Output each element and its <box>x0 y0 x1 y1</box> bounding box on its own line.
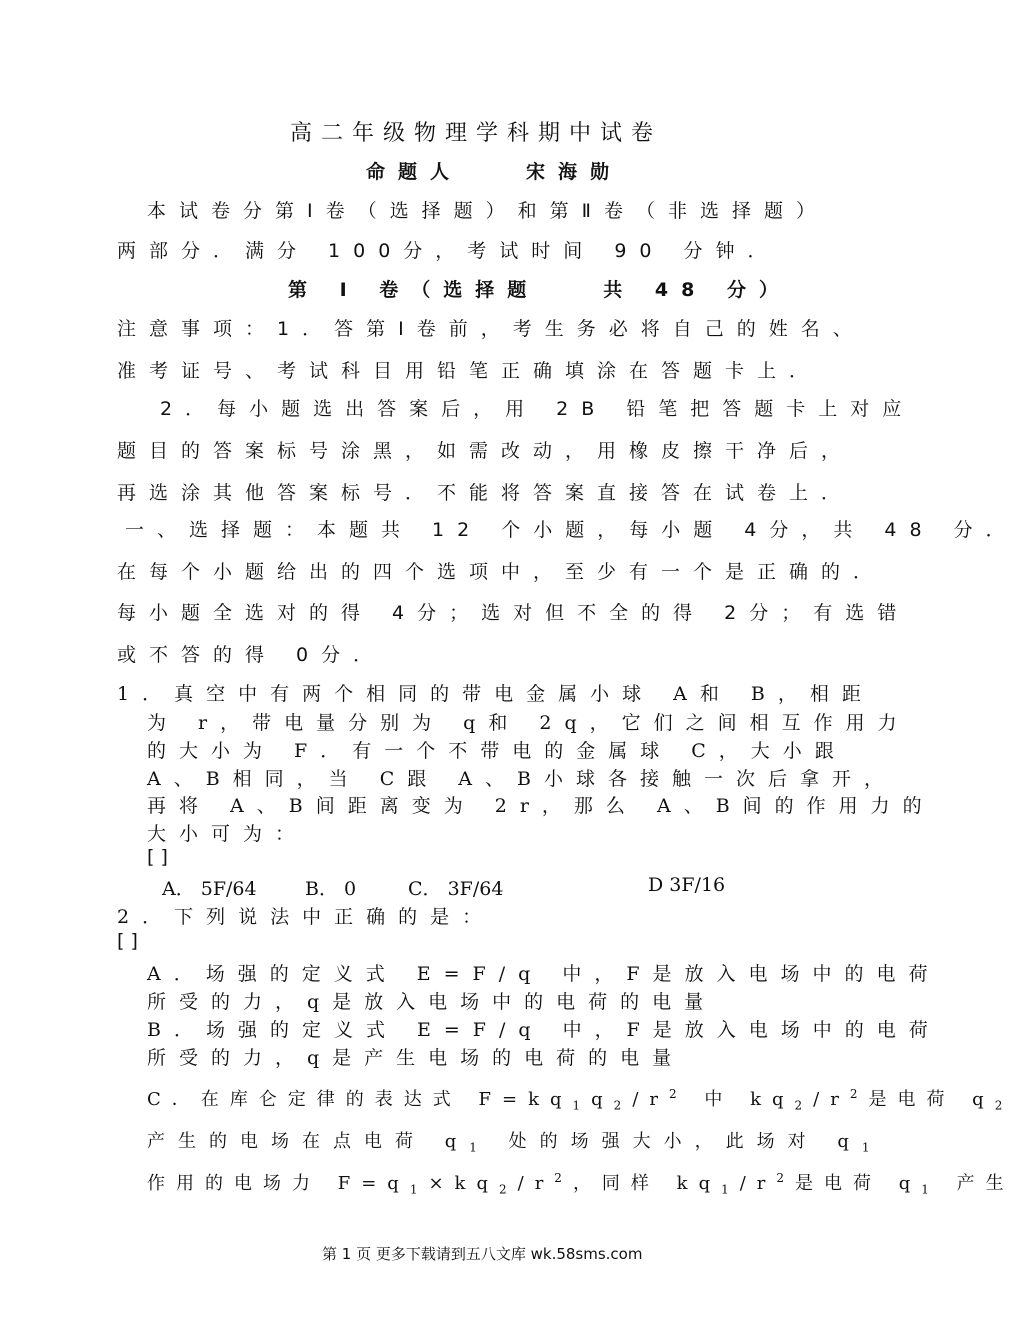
q1-option-d: D 3F/16 <box>648 874 726 896</box>
q2-line-b1: B．场强的定义式 E=F/q 中，F是放入电场中的电荷 <box>147 1019 941 1041</box>
q2-line-c1: C．在库仑定律的表达式 $F=kq_1q_2/r^2$ 中 $kq_2/r^2$是电荷 $q_2$ <box>147 1087 1014 1113</box>
part1-heading: 第 Ⅰ 卷（选择题 共 48 分） <box>288 279 791 301</box>
notice-line-1: 注意事项：1．答第Ⅰ卷前，考生务必将自己的姓名、 <box>117 318 865 340</box>
q1-line-3: 的大小为 F．有一个不带电的金属球 C，大小跟 <box>147 740 847 762</box>
q1-line-6: 大小可为： <box>147 823 308 845</box>
page-title: 高二年级物理学科期中试卷 <box>290 121 663 146</box>
q2-stem: 2．下列说法中正确的是： <box>117 906 495 928</box>
q1-line-4: A、B相同，当 C跟 A、B小球各接触一次后拿开， <box>147 768 896 790</box>
q2-line-c2: 产生的电场在点电荷 $q_1$ 处的场强大小，此场对 $q_1$ <box>147 1131 883 1155</box>
page-footer: 第 1 页 更多下载请到五八文库 wk.58sms.com <box>322 1245 643 1263</box>
q1-answer-bracket: [ ] <box>147 846 168 868</box>
notice-line-5: 再选涂其他答案标号．不能将答案直接答在试卷上． <box>117 482 854 504</box>
q2-line-a1: A．场强的定义式 E=F/q 中，F是放入电场中的电荷 <box>147 963 941 985</box>
section1-line-3: 每小题全选对的得 4分；选对但不全的得 2分；有选错 <box>117 602 910 624</box>
q1-option-a: A． 5F/64 <box>162 878 257 900</box>
q2-line-c3: 作用的电场力 $F=q_1\times kq_2/r^2$，同样 $kq_1/r^2$是电荷 $q_1$ 产生 <box>147 1171 1015 1197</box>
q1-line-5: 再将 A、B间距离变为 2r，那么 A、B间的作用力的 <box>147 795 935 817</box>
author-line: 命题人 宋海勋 <box>366 161 623 183</box>
q2-line-b2: 所受的力，q是产生电场的电荷的电量 <box>147 1047 685 1069</box>
section1-line-1: 一、选择题：本题共 12 个小题，每小题 4分，共 48 分． <box>125 519 1018 541</box>
section1-line-2: 在每个小题给出的四个选项中，至少有一个是正确的． <box>117 561 886 583</box>
intro-line-1: 本试卷分第Ⅰ卷（选择题）和第Ⅱ卷（非选择题） <box>147 200 828 222</box>
notice-line-2: 准考证号、考试科目用铅笔正确填涂在答题卡上． <box>117 360 822 382</box>
q2-answer-bracket: [ ] <box>117 930 138 952</box>
notice-line-4: 题目的答案标号涂黑，如需改动，用橡皮擦干净后， <box>117 440 854 462</box>
q1-line-1: 1．真空中有两个相同的带电金属小球 A和 B，相距 <box>117 683 874 705</box>
notice-line-3: 2．每小题选出答案后，用 2B 铅笔把答题卡上对应 <box>160 398 915 420</box>
q2-line-a2: 所受的力，q是放入电场中的电荷的电量 <box>147 991 717 1013</box>
q1-option-c: C． 3F/64 <box>408 878 504 900</box>
section1-line-4: 或不答的得 0分． <box>117 644 386 666</box>
q1-line-2: 为 r，带电量分别为 q和 2q，它们之间相互作用力 <box>147 712 910 734</box>
intro-line-2: 两部分．满分 100分，考试时间 90 分钟． <box>117 240 780 262</box>
q1-option-b: B． 0 <box>305 878 357 900</box>
